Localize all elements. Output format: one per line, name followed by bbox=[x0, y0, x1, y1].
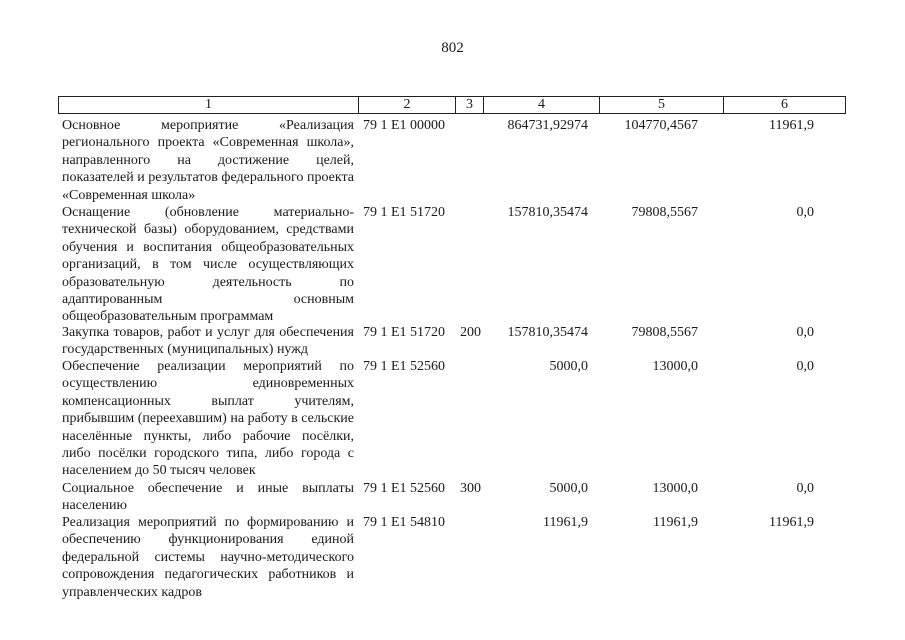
row-col6: 0,0 bbox=[796, 481, 814, 496]
row-vr: 200 bbox=[460, 325, 481, 340]
row-col5: 79808,5567 bbox=[631, 325, 698, 340]
header-col-5: 5 bbox=[600, 97, 724, 113]
row-description: Социальное обеспечение и иные выплаты населению bbox=[62, 481, 354, 514]
row-col4: 157810,35474 bbox=[507, 325, 588, 340]
header-col-4: 4 bbox=[484, 97, 600, 113]
row-code: 79 1 E1 54810 bbox=[363, 515, 446, 530]
row-description: Обеспечение реализации мероприятий по осуществлению единовременных компенсационных выплат учителям, прибывшим (переехавшим) на работу в сельские населённые пункты, либо рабочие посёлки, либо посёлки городского типа, либо города с населением до 50 тысяч человек bbox=[62, 359, 354, 479]
row-code: 79 1 E1 00000 bbox=[363, 118, 446, 133]
table-header-row bbox=[58, 96, 846, 114]
row-vr: 300 bbox=[460, 481, 481, 496]
row-description: Закупка товаров, работ и услуг для обеспечения государственных (муниципальных) нужд bbox=[62, 325, 354, 358]
header-col-6: 6 bbox=[781, 97, 788, 112]
row-col5: 104770,4567 bbox=[624, 118, 698, 133]
row-col4: 864731,92974 bbox=[507, 118, 588, 133]
row-col6: 0,0 bbox=[796, 205, 814, 220]
row-description: Реализация мероприятий по формированию и обеспечению функционирования единой федеральной системы научно-методического сопровождения педагогических работников и управленческих кадров bbox=[62, 515, 354, 600]
row-col5: 13000,0 bbox=[652, 481, 698, 496]
row-col4: 11961,9 bbox=[543, 515, 588, 530]
row-description: Оснащение (обновление материально-технической базы) оборудованием, средствами обучения и воспитания общеобразовательных организаций, в том числе осуществляющих образовательную деятельность по адаптированным основным общеобразовательным программам bbox=[62, 205, 354, 325]
row-col6: 11961,9 bbox=[769, 118, 814, 133]
row-col4: 5000,0 bbox=[549, 359, 588, 374]
row-description: Основное мероприятие «Реализация регионального проекта «Современная школа», направленного на достижение целей, показателей и результатов федерального проекта «Современная школа» bbox=[62, 118, 354, 203]
header-col-2: 2 bbox=[359, 97, 456, 113]
row-col6: 0,0 bbox=[796, 359, 814, 374]
row-col5: 11961,9 bbox=[653, 515, 698, 530]
page-number: 802 bbox=[441, 40, 464, 56]
row-col4: 5000,0 bbox=[549, 481, 588, 496]
row-code: 79 1 E1 52560 bbox=[363, 359, 446, 374]
header-col-3: 3 bbox=[456, 97, 484, 113]
header-col-1: 1 bbox=[59, 97, 359, 113]
row-col6: 11961,9 bbox=[769, 515, 814, 530]
row-code: 79 1 E1 51720 bbox=[363, 325, 446, 340]
row-col5: 13000,0 bbox=[652, 359, 698, 374]
row-col6: 0,0 bbox=[796, 325, 814, 340]
row-code: 79 1 E1 52560 bbox=[363, 481, 446, 496]
row-code: 79 1 E1 51720 bbox=[363, 205, 446, 220]
row-col5: 79808,5567 bbox=[631, 205, 698, 220]
row-col4: 157810,35474 bbox=[507, 205, 588, 220]
